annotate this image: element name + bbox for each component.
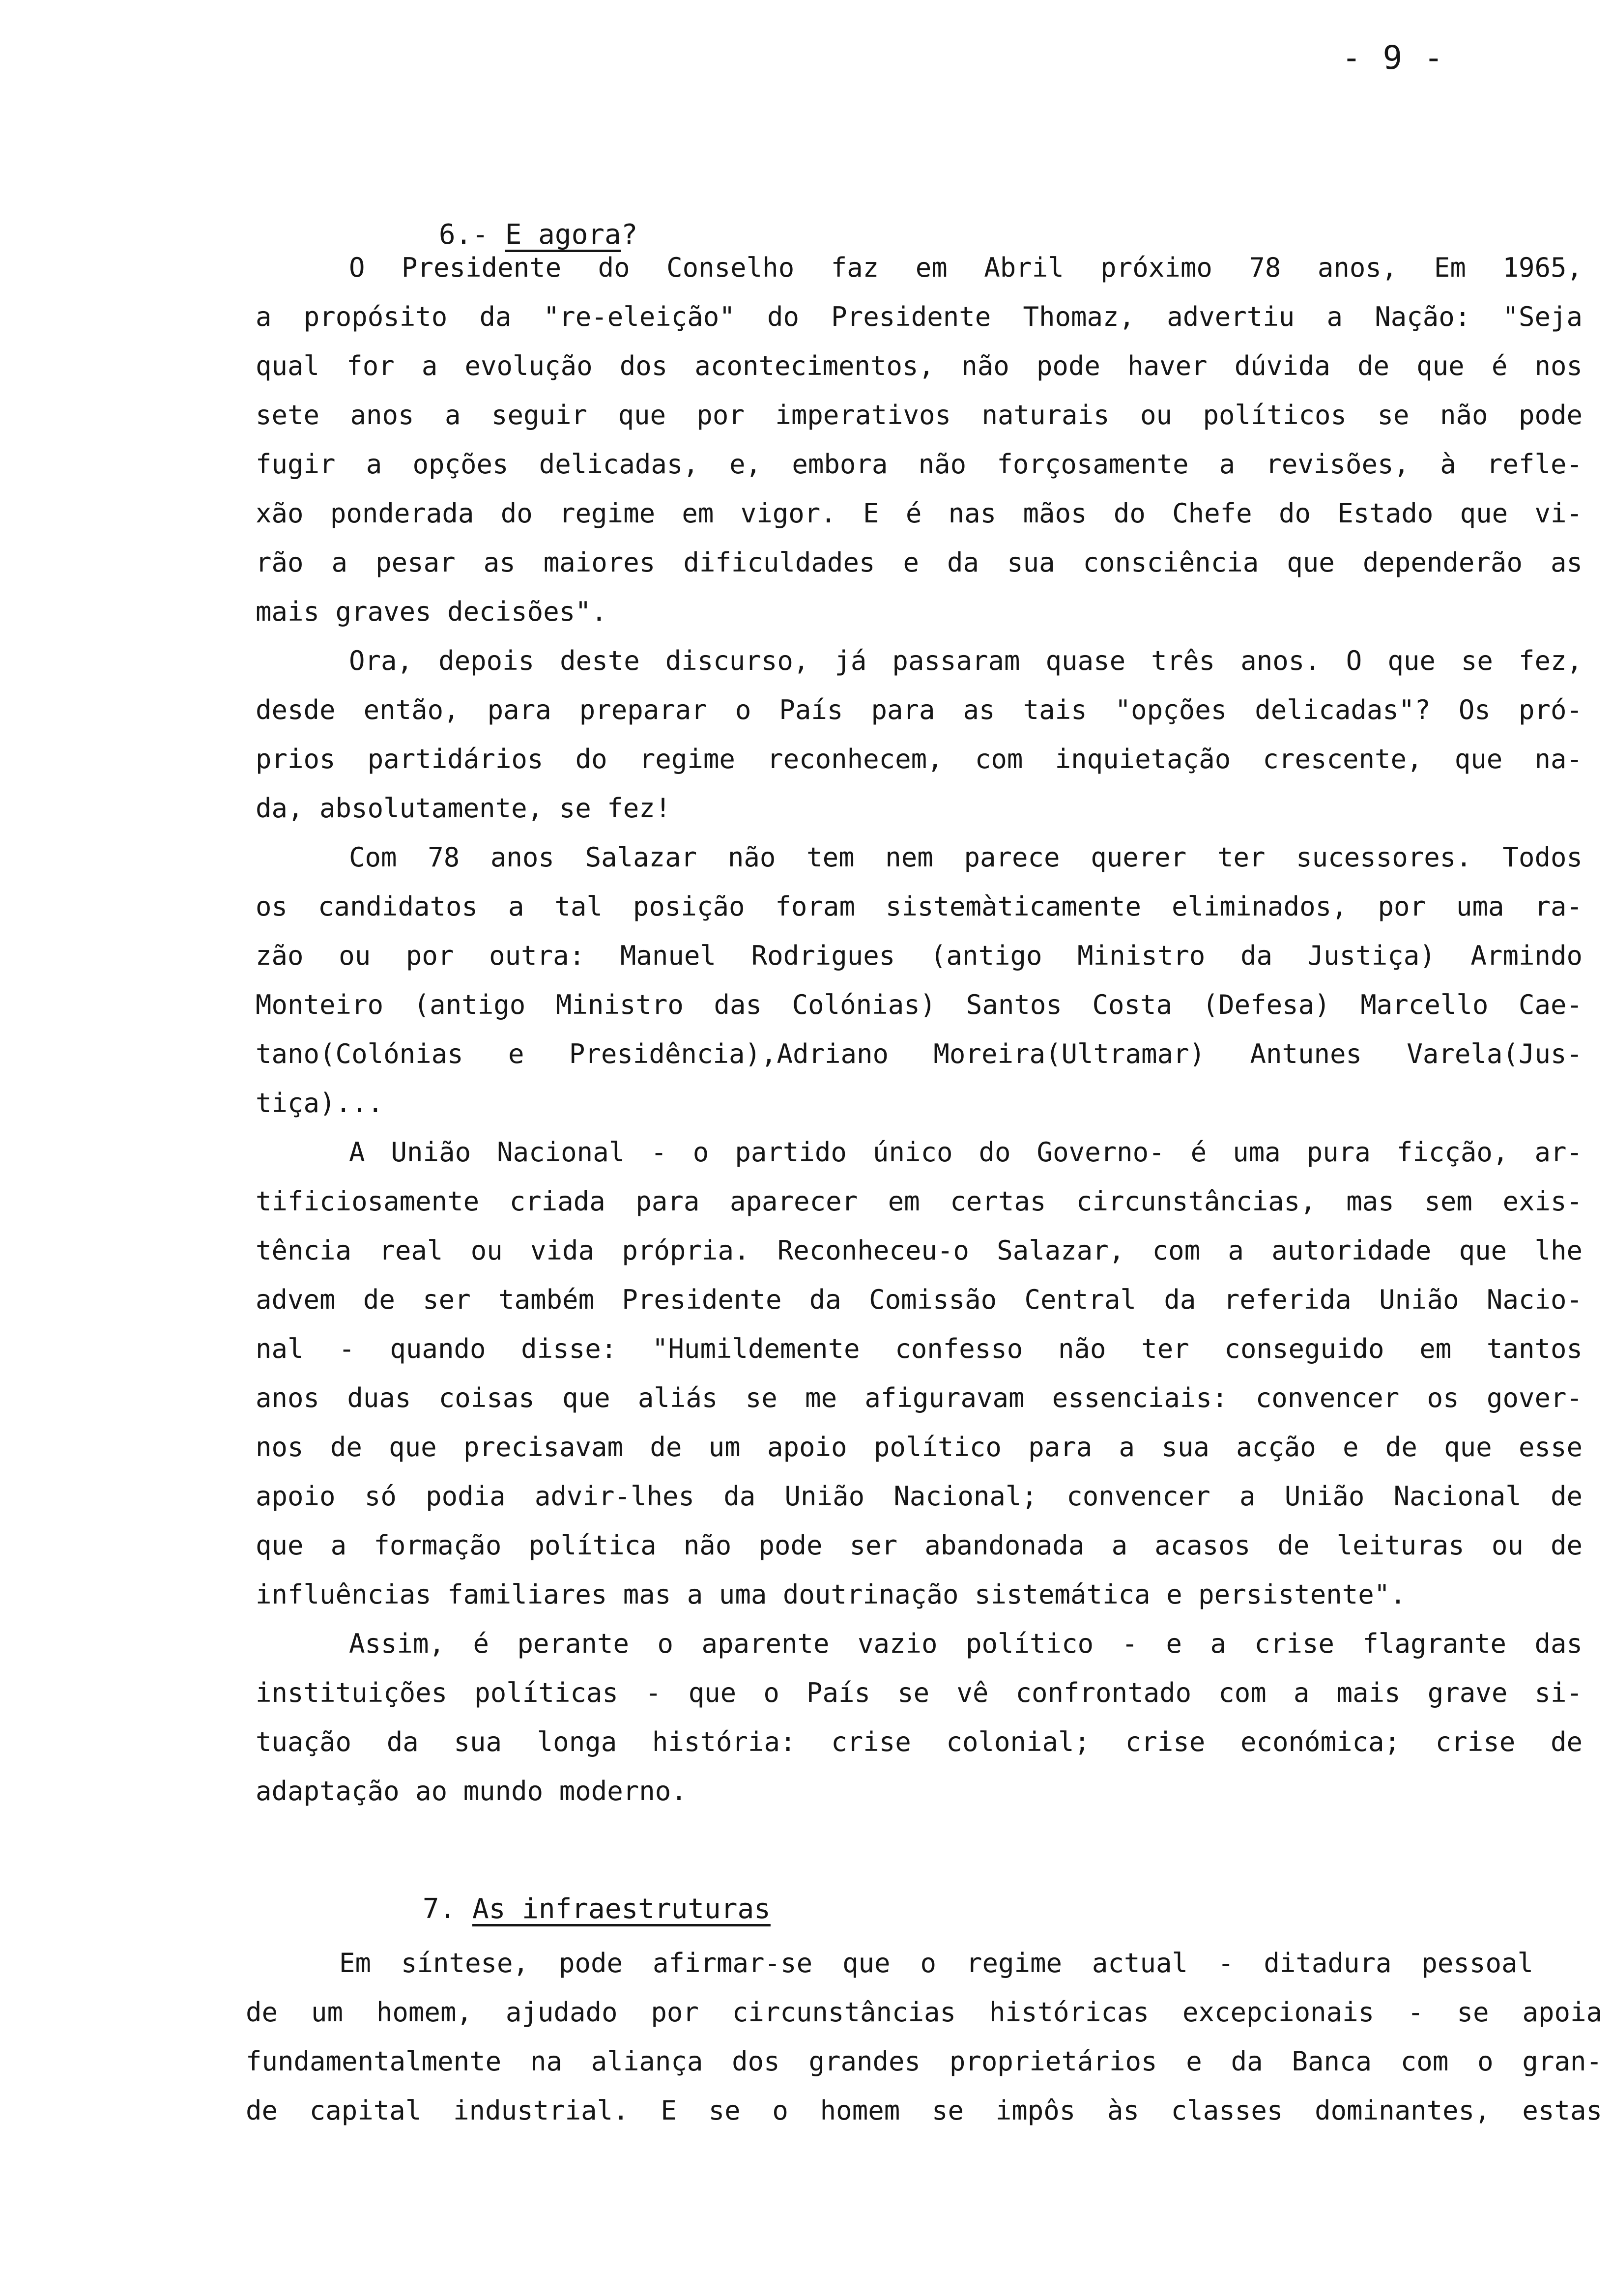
text-line: rão a pesar as maiores dificuldades e da sua consciência que dependerão as — [256, 547, 1583, 578]
text-line: adaptação ao mundo moderno. — [256, 1776, 687, 1807]
text-line: qual for a evolução dos acontecimentos, não pode haver dúvida de que é nos — [256, 350, 1583, 381]
text-line: prios partidários do regime reconhecem, com inquietação crescente, que na- — [256, 744, 1583, 775]
text-line: desde então, para preparar o País para as tais "opções delicadas"? Os pró- — [256, 694, 1583, 725]
text-line: tuação da sua longa história: crise colonial; crise económica; crise de — [256, 1726, 1583, 1757]
text-line: fugir a opções delicadas, e, embora não forçosamente a revisões, à refle- — [256, 449, 1583, 480]
text-line: a propósito da "re-eleição" do Presidente Thomaz, advertiu a Nação: "Seja — [256, 301, 1583, 332]
text-line: zão ou por outra: Manuel Rodrigues (antigo Ministro da Justiça) Armindo — [256, 940, 1583, 971]
text-line: tificiosamente criada para aparecer em certas circunstâncias, mas sem exis- — [256, 1186, 1583, 1217]
text-line: Ora, depois deste discurso, já passaram quase três anos. O que se fez, — [349, 645, 1583, 676]
section-number: 6.- — [438, 219, 489, 251]
text-line: tano(Colónias e Presidência),Adriano Moreira(Ultramar) Antunes Varela(Jus- — [256, 1038, 1583, 1069]
text-line: da, absolutamente, se fez! — [256, 793, 671, 824]
text-line: instituições políticas - que o País se vê confrontado com a mais grave si- — [256, 1677, 1583, 1708]
text-line: Assim, é perante o aparente vazio político - e a crise flagrante das — [349, 1628, 1583, 1659]
text-line: fundamentalmente na aliança dos grandes proprietários e da Banca com o gran- — [246, 2046, 1602, 2077]
text-line: tiça)... — [256, 1088, 384, 1119]
text-line: xão ponderada do regime em vigor. E é nas mãos do Chefe do Estado que vi- — [256, 498, 1583, 529]
text-line: tência real ou vida própria. Reconheceu-o Salazar, com a autoridade que lhe — [256, 1235, 1583, 1266]
section-title: E agora — [505, 219, 621, 251]
text-line: influências familiares mas a uma doutrinação sistemática e persistente". — [256, 1579, 1406, 1610]
text-line: anos duas coisas que aliás se me afiguravam essenciais: convencer os gover- — [256, 1382, 1583, 1413]
text-line: que a formação política não pode ser abandonada a acasos de leituras ou de — [256, 1530, 1583, 1561]
text-line: Em síntese, pode afirmar-se que o regime actual - ditadura pessoal — [339, 1948, 1533, 1979]
text-line: nal - quando disse: "Humildemente confesso não ter conseguido em tantos — [256, 1333, 1583, 1364]
text-line: de capital industrial. E se o homem se impôs às classes dominantes, estas — [246, 2095, 1602, 2126]
text-line: O Presidente do Conselho faz em Abril próximo 78 anos, Em 1965, — [349, 252, 1583, 283]
text-line: nos de que precisavam de um apoio político para a sua acção e de que esse — [256, 1432, 1583, 1463]
text-line: os candidatos a tal posição foram sistemàticamente eliminados, por uma ra- — [256, 891, 1583, 922]
section-title: As infraestruturas — [472, 1893, 771, 1925]
text-line: sete anos a seguir que por imperativos naturais ou políticos se não pode — [256, 400, 1583, 430]
text-line: A União Nacional - o partido único do Governo- é uma pura ficção, ar- — [349, 1137, 1583, 1168]
text-line: advem de ser também Presidente da Comissão Central da referida União Nacio- — [256, 1284, 1583, 1315]
text-line: Com 78 anos Salazar não tem nem parece querer ter sucessores. Todos — [349, 842, 1583, 873]
text-line: Monteiro (antigo Ministro das Colónias) Santos Costa (Defesa) Marcello Cae- — [256, 989, 1583, 1020]
text-line: apoio só podia advir-lhes da União Nacional; convencer a União Nacional de — [256, 1481, 1583, 1512]
page-number: - 9 - — [1342, 39, 1444, 77]
text-line: de um homem, ajudado por circunstâncias históricas excepcionais - se apoia — [246, 1997, 1602, 2028]
text-line: mais graves decisões". — [256, 596, 607, 627]
section-title-suffix: ? — [621, 219, 638, 251]
section-number: 7. — [422, 1893, 456, 1925]
